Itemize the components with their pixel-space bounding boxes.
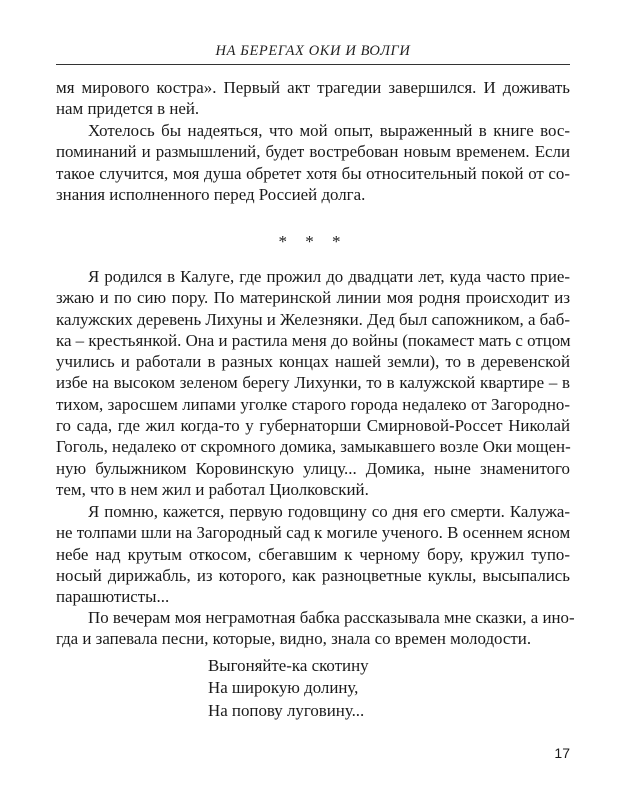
poem-line: На попову луговину...: [208, 700, 365, 720]
poem-line: На широкую долину,: [208, 678, 359, 698]
paragraph-2: [56, 120, 570, 205]
text-line: носый дирижабль, из которого, как разноцветные куклы, высыпались: [56, 565, 570, 585]
text-line: ка – крестьянкой. Она и растила меня до войны (покамест мать с отцом: [56, 330, 571, 350]
text-line: такое случится, моя душа обретет хотя бы относительный покой от со-: [56, 163, 570, 183]
text-line: поминаний и размышлений, будет востребован новым временем. Если: [56, 142, 570, 162]
text-line: не толпами шли на Загородный сад к могиле ученого. В осеннем ясном: [56, 523, 571, 543]
text-line: знания исполненного перед Россией долга.: [56, 184, 366, 204]
text-line: го сада, где жил когда-то у губернаторши Смирновой-Россет Николай: [56, 416, 570, 436]
poem-verse: [208, 655, 369, 722]
text-line: ную булыжником Коровинскую улицу... Домика, ныне знаменитого: [56, 458, 570, 478]
poem-line: Выгоняйте-ка скотину: [208, 656, 369, 675]
text-line: небе над крутым откосом, сбегавшим к черному бору, кружил тупо-: [56, 544, 570, 564]
text-line: избе на высоком зеленом берегу Лихунки, то в калужской квартире – в: [56, 373, 570, 393]
running-header: НА БЕРЕГАХ ОКИ И ВОЛГИ: [215, 43, 411, 59]
text-line: Я помню, кажется, первую годовщину со дня его смерти. Калужа-: [88, 502, 570, 521]
paragraph-3: [56, 266, 570, 500]
text-line: гда и запевала песни, которые, видно, знала со времен молодости.: [56, 629, 532, 649]
text-line: мя мирового костра». Первый акт трагедии завершился. И доживать: [56, 78, 570, 97]
text-line: калужских деревень Лихуны и Железняки. Дед был сапожником, а баб-: [56, 309, 570, 329]
text-line: зжаю и по сию пору. По материнской линии моя родня происходит из: [56, 288, 570, 308]
text-line: тем, что в нем жил и работал Циолковский.: [56, 479, 369, 499]
page-number: 17: [554, 745, 570, 761]
paragraph-4: [56, 501, 570, 607]
text-line: учились и работали в разных концах нашей земли), то в деревенской: [56, 352, 570, 372]
text-line: парашютисты...: [56, 587, 170, 607]
text-line: Хотелось бы надеяться, что мой опыт, выраженный в книге вос-: [88, 121, 570, 140]
text-line: Гоголь, недалеко от скромного домика, замыкавшего возле Оки мощен-: [56, 437, 571, 457]
section-separator: * * *: [278, 232, 348, 251]
text-line: Я родился в Калуге, где прожил до двадцати лет, куда часто прие-: [88, 267, 570, 286]
text-line: По вечерам моя неграмотная бабка рассказывала мне сказки, а ино-: [88, 608, 575, 627]
text-line: нам придется в ней.: [56, 99, 200, 119]
paragraph-5: [56, 607, 575, 650]
paragraph-1: [56, 77, 570, 120]
text-line: тихом, заросшем липами уголке старого города недалеко от Загородно-: [56, 394, 570, 414]
header-rule: [56, 64, 570, 65]
